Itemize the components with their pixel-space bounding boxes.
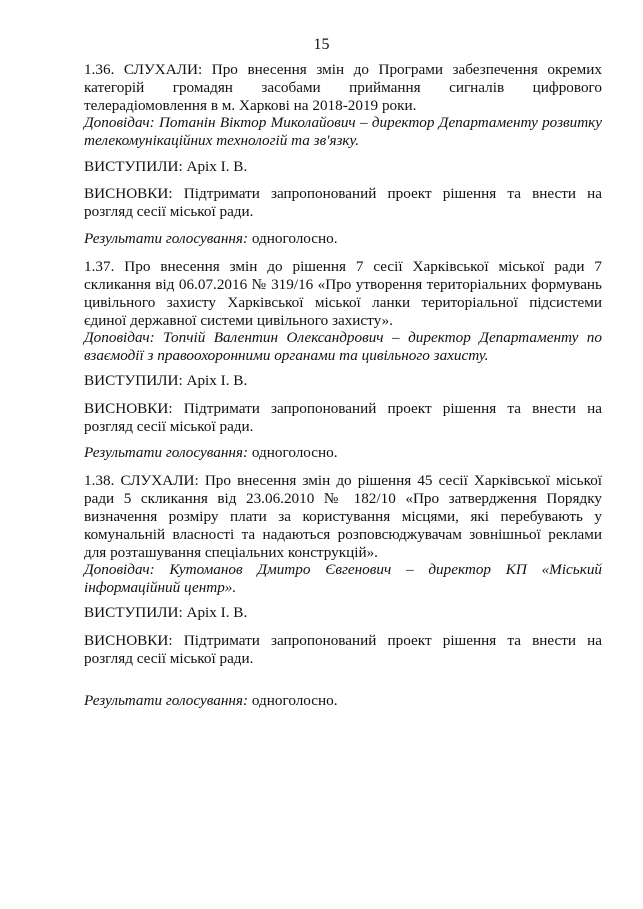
agenda-item-conclusion [84,185,602,221]
conclusion-text: Підтримати запропонований проект рішення та внести на розгляд сесії міської ради. [84,185,603,220]
heard-label: 1.36. СЛУХАЛИ: [84,61,203,78]
page-number: 15 [313,36,330,53]
agenda-item-vote [84,230,602,248]
agenda-item-speaker [84,114,602,150]
conclusion-label: ВИСНОВКИ: [84,400,173,417]
speaker-label: Доповідач: [84,114,155,131]
speaker-text: Кутоманов Дмитро Євгенович – директор КП «Міський інформаційний центр». [84,561,603,596]
heard-label: 1.37. [84,258,115,275]
vote-text: одноголосно. [251,692,338,709]
agenda-item-heard [84,472,602,562]
conclusion-text: Підтримати запропонований проект рішення та внести на розгляд сесії міської ради. [84,400,603,435]
agenda-item-spoke [84,158,602,176]
vote-label: Результати голосування: [84,692,249,709]
agenda-item-spoke [84,604,602,622]
agenda-item-vote [84,444,602,462]
vote-label: Результати голосування: [84,230,249,247]
agenda-item-heard [84,61,602,115]
agenda-item-conclusion [84,400,602,436]
agenda-item-conclusion [84,632,602,668]
agenda-item-vote [84,692,602,710]
conclusion-text: Підтримати запропонований проект рішення та внести на розгляд сесії міської ради. [84,632,603,667]
conclusion-label: ВИСНОВКИ: [84,632,173,649]
spoke-text: Аріх І. В. [186,158,248,175]
heard-text: Про внесення змін до Програми забезпечення окремих категорій громадян засобами приймання сигналів цифрового телерадіомовлення в м. Харкові на 2018-2019 роки. [84,61,603,114]
agenda-item-speaker [84,329,602,365]
spoke-label: ВИСТУПИЛИ: [84,604,183,621]
spoke-label: ВИСТУПИЛИ: [84,158,183,175]
speaker-text: Потанін Віктор Миколайович – директор Департаменту розвитку телекомунікаційних технологій та зв'язку. [84,114,603,149]
agenda-item-heard [84,258,602,330]
spoke-text: Аріх І. В. [186,604,248,621]
agenda-item-spoke [84,372,602,390]
vote-text: одноголосно. [251,444,338,461]
vote-label: Результати голосування: [84,444,249,461]
heard-text: Про внесення змін до рішення 7 сесії Харківської міської ради 7 скликання від 06.07.2016 № 319/16 «Про утворення територіальних формувань цивільного захисту Харківської міської ланки територіальної підсистеми єдиної державної системи цивільного захисту». [84,258,602,329]
conclusion-label: ВИСНОВКИ: [84,185,173,202]
spoke-label: ВИСТУПИЛИ: [84,372,183,389]
vote-text: одноголосно. [251,230,338,247]
agenda-item-speaker [84,561,602,597]
speaker-text: Топчій Валентин Олександрович – директор Департаменту по взаємодії з правоохоронними органами та цивільного захисту. [84,329,602,364]
spoke-text: Аріх І. В. [186,372,248,389]
speaker-label: Доповідач: [84,561,155,578]
heard-text: Про внесення змін до рішення 45 сесії Харківської міської ради 5 скликання від 23.06.2010 № 182/10 «Про затвердження Порядку визначення розміру плати за користування місцями, які перебувають у комунальній власності та надаються розповсюджувачам зовнішньої реклами для розташування спеціальних конструкцій». [84,472,603,561]
speaker-label: Доповідач: [84,329,155,346]
heard-label: 1.38. СЛУХАЛИ: [84,472,199,489]
